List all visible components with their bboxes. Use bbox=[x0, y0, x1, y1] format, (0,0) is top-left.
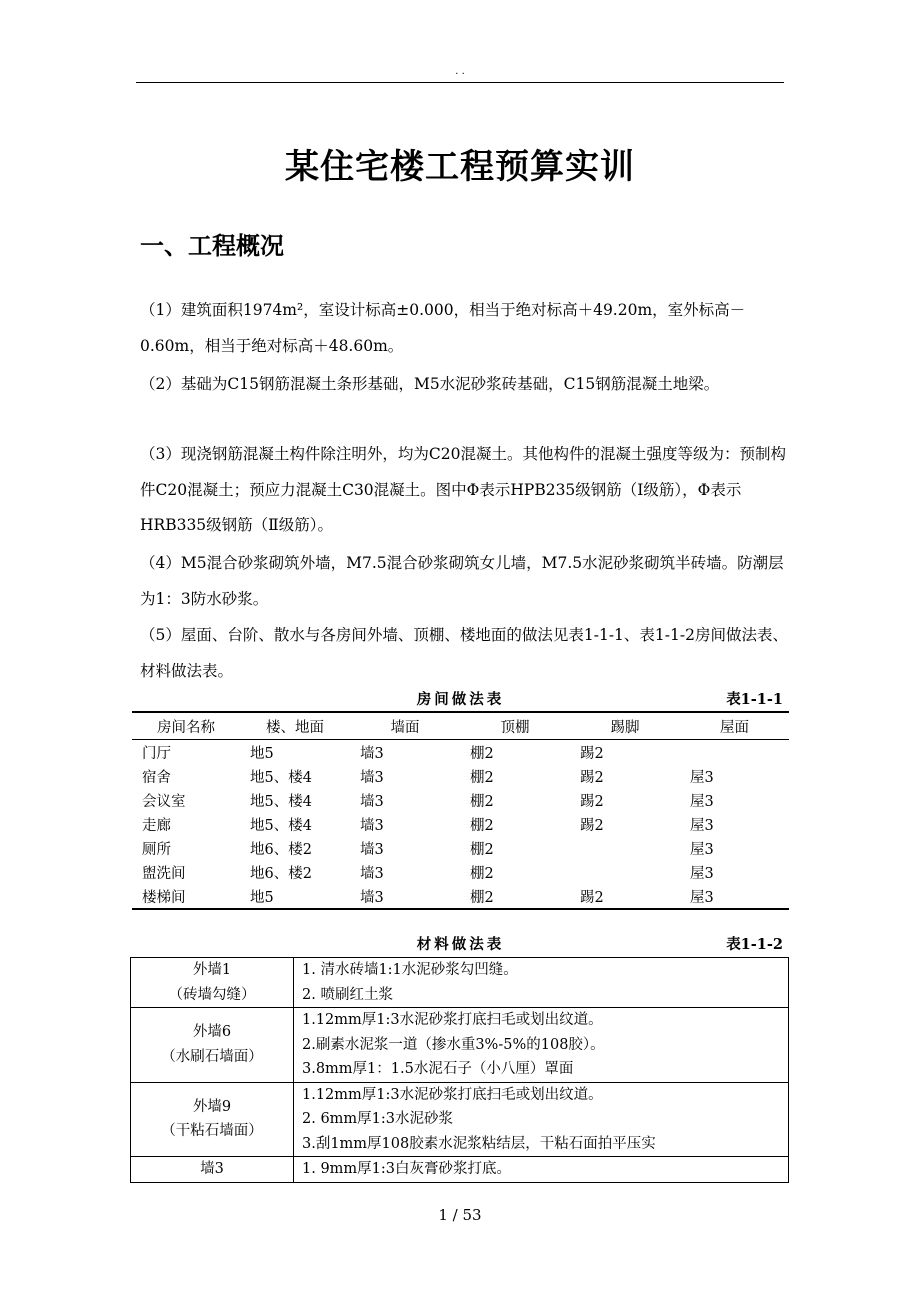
table-cell: 屋3 bbox=[690, 865, 714, 882]
spec-line: 2. 喷刷红土浆 bbox=[302, 986, 393, 1003]
column-header: 屋面 bbox=[680, 712, 789, 740]
table-row bbox=[132, 836, 789, 860]
table-cell: 棚2 bbox=[470, 841, 494, 858]
table-cell: 踢2 bbox=[580, 817, 604, 834]
table-cell: 棚2 bbox=[470, 817, 494, 834]
table-cell: 宿舍 bbox=[142, 769, 171, 786]
table-cell: 棚2 bbox=[470, 865, 494, 882]
table-cell: 盥洗间 bbox=[142, 865, 186, 882]
material-name: 外墙6 bbox=[192, 1024, 232, 1041]
table-cell: 墙3 bbox=[360, 793, 384, 810]
table-cell: 走廊 bbox=[142, 817, 171, 834]
table-cell: 墙3 bbox=[360, 865, 384, 882]
table2-title: 材料做法表 bbox=[416, 936, 505, 953]
material-subtitle: （干粘石墙面） bbox=[161, 1123, 263, 1140]
table-cell: 踢2 bbox=[580, 769, 604, 786]
table-cell bbox=[570, 836, 680, 860]
spec-line: 1.12mm厚1:3水泥砂浆打底扫毛或划出纹道。 bbox=[302, 1086, 603, 1103]
table-cell: 屋3 bbox=[690, 793, 714, 810]
table-cell: 地5、楼4 bbox=[250, 793, 312, 810]
table-cell: 地6、楼2 bbox=[250, 841, 312, 858]
material-name-cell bbox=[131, 1082, 294, 1157]
table-cell: 地6、楼2 bbox=[250, 865, 312, 882]
spec-line: 1. 清水砖墙1:1水泥砂浆勾凹缝。 bbox=[302, 962, 518, 978]
paragraph-5: （5）屋面、台阶、散水与各房间外墙、顶棚、楼地面的做法见表1-1-1、表1-1-2房间做法表、材料做法表。 bbox=[140, 626, 788, 680]
material-name-cell bbox=[131, 1157, 294, 1183]
page-number: 1 / 53 bbox=[438, 1206, 482, 1224]
table-cell: 墙3 bbox=[360, 745, 384, 762]
table-row bbox=[132, 740, 789, 765]
table1-caption bbox=[132, 689, 789, 711]
table-cell: 墙3 bbox=[350, 884, 460, 909]
table-row bbox=[131, 1157, 789, 1183]
spec-line: 2. 6mm厚1:3水泥砂浆 bbox=[302, 1111, 454, 1127]
room-finish-table bbox=[132, 711, 789, 910]
table-cell: 墙3 bbox=[360, 817, 384, 834]
section-heading: 一、工程概况 bbox=[140, 231, 284, 260]
paragraph-2: （2）基础为C15钢筋混凝土条形基础，M5水泥砂浆砖基础，C15钢筋混凝土地梁。 bbox=[140, 375, 720, 393]
column-header: 房间名称 bbox=[132, 712, 240, 740]
table1-title: 房间做法表 bbox=[416, 691, 505, 708]
material-name-cell bbox=[131, 1008, 294, 1083]
table-cell: 屋3 bbox=[690, 841, 714, 858]
header-rule bbox=[136, 82, 784, 83]
table-cell: 地5 bbox=[240, 884, 350, 909]
material-spec-cell bbox=[294, 1082, 789, 1157]
table-cell: 楼梯间 bbox=[132, 884, 240, 909]
table-cell: 屋3 bbox=[690, 817, 714, 834]
table-cell: 地5 bbox=[250, 745, 274, 762]
table-row bbox=[132, 764, 789, 788]
table2-number: 表1-1-2 bbox=[726, 936, 783, 953]
column-header: 顶棚 bbox=[460, 712, 570, 740]
table-cell: 墙3 bbox=[360, 841, 384, 858]
spec-line: 1. 9mm厚1:3白灰膏砂浆打底。 bbox=[302, 1161, 512, 1177]
column-header: 楼、地面 bbox=[240, 712, 350, 740]
table-row bbox=[131, 1008, 789, 1083]
paragraph-4: （4）M5混合砂浆砌筑外墙，M7.5混合砂浆砌筑女儿墙，M7.5水泥砂浆砌筑半砖墙。防潮层为1：3防水砂浆。 bbox=[140, 554, 784, 608]
table-cell: 屋3 bbox=[690, 769, 714, 786]
material-name: 外墙1 bbox=[192, 962, 232, 978]
spec-line: 2.刷素水泥浆一道（掺水重3%-5%的108胶）。 bbox=[302, 1036, 605, 1053]
material-spec-cell bbox=[294, 958, 789, 1008]
table-cell: 踢2 bbox=[580, 745, 604, 762]
table-row bbox=[132, 884, 789, 909]
table-row bbox=[131, 958, 789, 1008]
material-spec-cell bbox=[294, 1008, 789, 1083]
document-title: 某住宅楼工程预算实训 bbox=[285, 147, 635, 187]
table-cell: 棚2 bbox=[470, 769, 494, 786]
table-row bbox=[132, 788, 789, 812]
table-row bbox=[131, 1082, 789, 1157]
table-cell bbox=[570, 860, 680, 884]
table-cell: 棚2 bbox=[470, 745, 494, 762]
table1-number: 表1-1-1 bbox=[726, 691, 783, 708]
table2-caption bbox=[132, 934, 789, 956]
table-cell: 屋3 bbox=[680, 884, 789, 909]
table-row bbox=[132, 812, 789, 836]
header-dots: . . bbox=[455, 66, 465, 77]
spec-line: 3.刮1mm厚108胶素水泥浆粘结层，干粘石面拍平压实 bbox=[302, 1135, 656, 1152]
table-cell: 棚2 bbox=[460, 884, 570, 909]
material-spec-cell bbox=[294, 1157, 789, 1183]
table-cell: 棚2 bbox=[470, 793, 494, 810]
material-name: 墙3 bbox=[200, 1161, 224, 1177]
material-name: 外墙9 bbox=[192, 1098, 232, 1115]
material-name-cell bbox=[131, 958, 294, 1008]
table-header-row bbox=[132, 712, 789, 740]
table-cell bbox=[680, 740, 789, 765]
table-cell: 踢2 bbox=[580, 793, 604, 810]
paragraph-3: （3）现浇钢筋混凝土构件除注明外，均为C20混凝土。其他构件的混凝土强度等级为：预制构件C20混凝土；预应力混凝土C30混凝土。图中Φ表示HPB235级钢筋（Ⅰ级筋），Φ表示HRB335级钢筋（Ⅱ级筋）。 bbox=[140, 445, 786, 534]
table-cell: 门厅 bbox=[142, 745, 171, 762]
table-cell: 地5、楼4 bbox=[250, 769, 312, 786]
table-cell: 踢2 bbox=[570, 884, 680, 909]
table-cell: 厕所 bbox=[142, 841, 171, 858]
spec-line: 1.12mm厚1:3水泥砂浆打底扫毛或划出纹道。 bbox=[302, 1012, 603, 1028]
table-row bbox=[132, 860, 789, 884]
column-header: 踢脚 bbox=[570, 712, 680, 740]
table-cell: 地5、楼4 bbox=[250, 817, 312, 834]
table-cell: 会议室 bbox=[142, 793, 186, 810]
spec-line: 3.8mm厚1：1.5水泥石子（小八厘）罩面 bbox=[302, 1061, 574, 1077]
table-cell: 墙3 bbox=[360, 769, 384, 786]
paragraph-1: （1）建筑面积1974m²，室设计标高±0.000，相当于绝对标高＋49.20m，室外标高－0.60m，相当于绝对标高＋48.60m。 bbox=[140, 301, 746, 355]
material-finish-table bbox=[130, 957, 789, 1183]
material-subtitle: （砖墙勾缝） bbox=[168, 986, 256, 1003]
column-header: 墙面 bbox=[350, 712, 460, 740]
material-subtitle: （水刷石墙面） bbox=[161, 1048, 263, 1065]
